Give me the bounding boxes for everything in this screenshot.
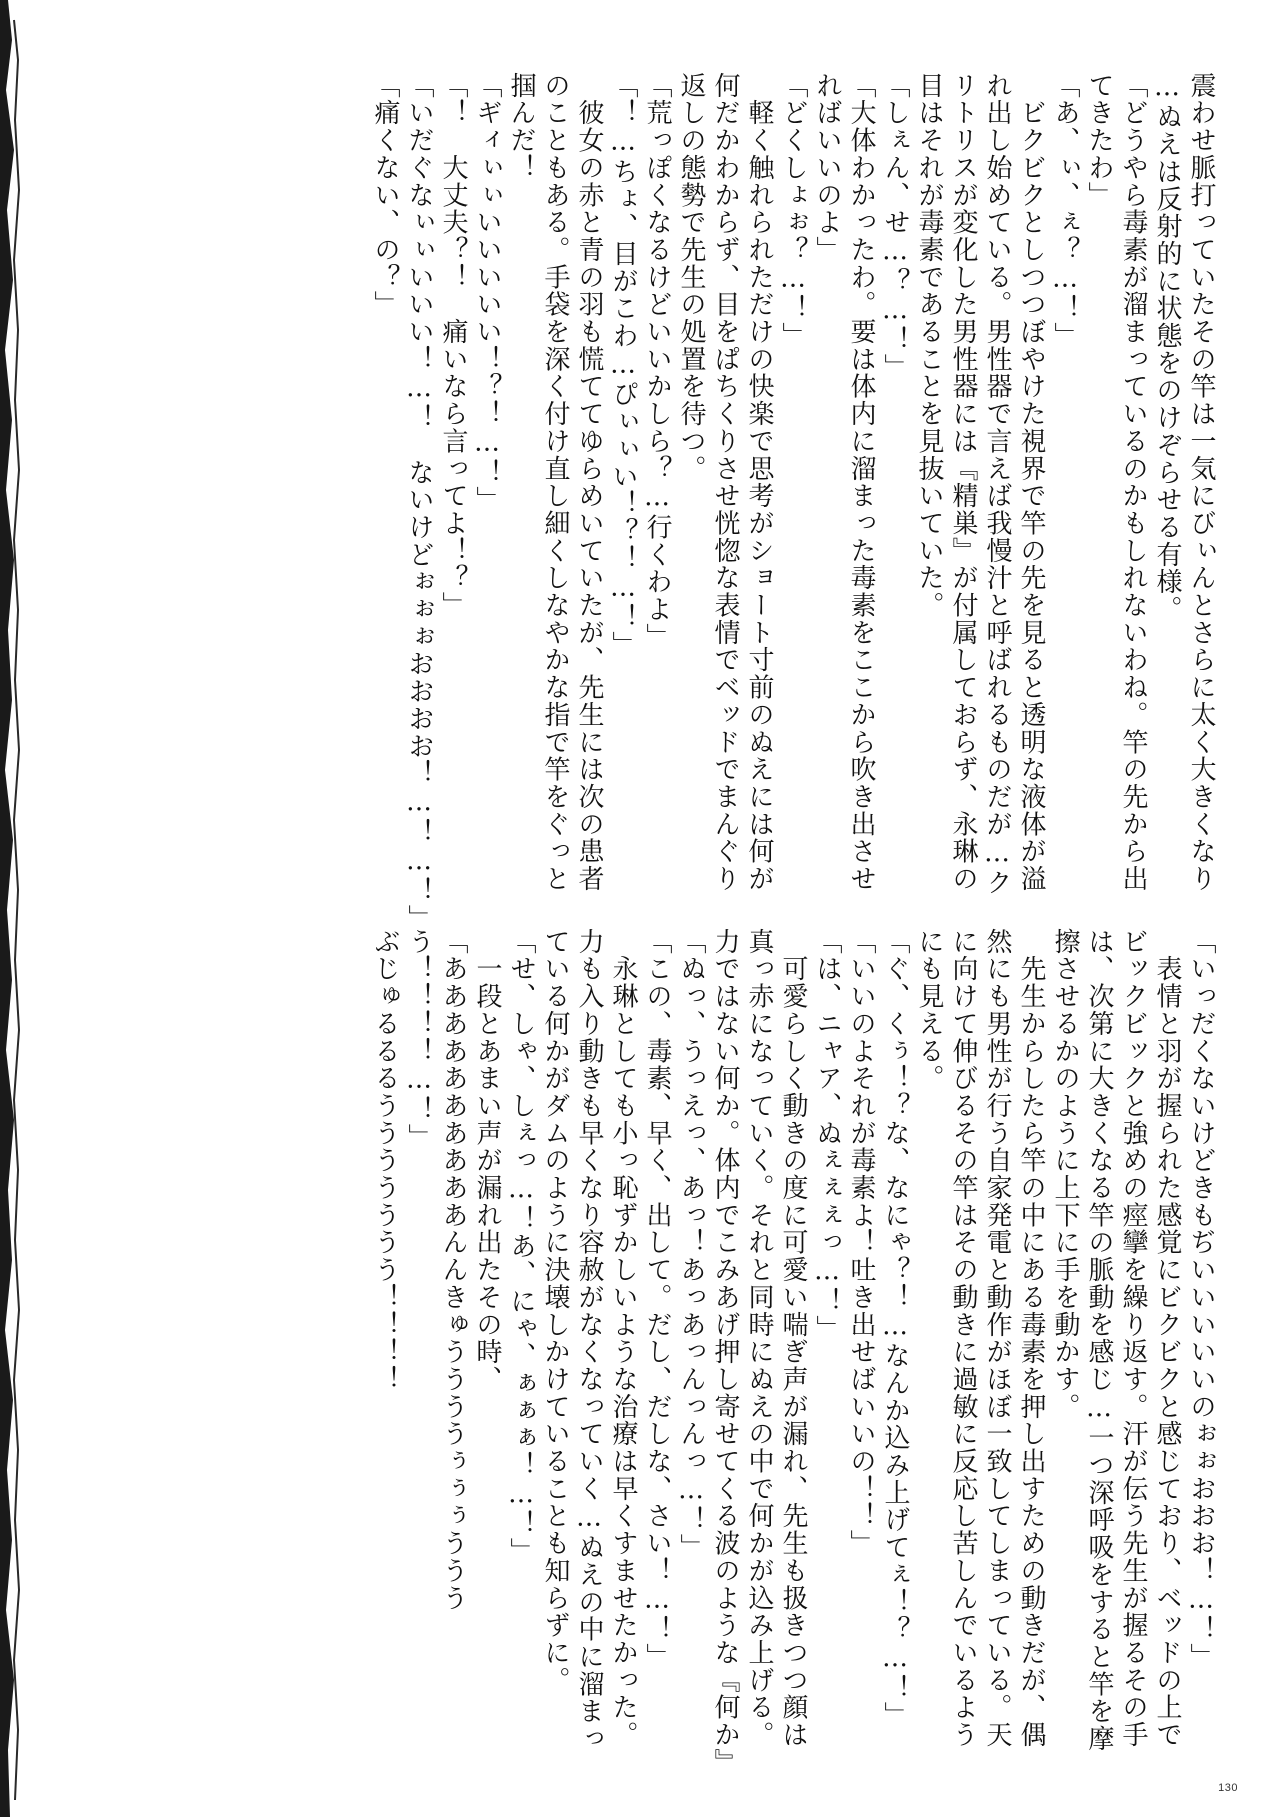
upper-text-line: 掴んだ！ <box>506 72 536 182</box>
lower-text-line: 「この、毒素、早く、出して。だし、だしな、さい！…！」 <box>642 928 672 1671</box>
upper-text-line: 返しの態勢で先生の処置を待つ。 <box>676 72 706 483</box>
lower-text-block <box>368 928 1218 1776</box>
lower-text-line: 先生からしたら竿の中にある毒素を押し出すための動きだが、偶 <box>1016 928 1046 1749</box>
lower-text-line: ぶじゅるるるううううううう！！！！ <box>370 928 400 1393</box>
upper-text-line: 「いだぐなぃぃいいい！…！ ないけどぉぉぉおおおお！…！…！」 <box>404 72 434 932</box>
lower-text-line: 擦させるかのように上下に手を動かす。 <box>1050 928 1080 1421</box>
upper-text-line: ビクビクとしつつぼやけた視界で竿の先を見ると透明な液体が溢 <box>1016 72 1046 893</box>
lower-text-line: 「せ、しゃ、しぇっ…！あ、にゃ、ぁぁぁ！…！」 <box>506 928 536 1566</box>
lower-text-line: 力も入り動きも早くなり容赦がなくなっていく…ぬえの中に溜まっ <box>574 928 604 1753</box>
upper-text-line: 「しぇん、せ…？…！」 <box>880 72 910 381</box>
page-number: 130 <box>1218 1782 1238 1794</box>
upper-text-line: 何だかわからず、目をぱちくりさせ恍惚な表情でベッドでまんぐり <box>710 72 740 893</box>
upper-text-line: …ぬえは反射的に状態をのけぞらせる有様。 <box>1152 72 1182 623</box>
upper-text-line: 彼女の赤と青の羽も慌ててゆらめいていたが、先生には次の患者 <box>574 72 604 893</box>
upper-text-line: 「！…ちょ、目がこわ…ぴぃぃい！？！…！」 <box>608 72 638 659</box>
upper-text-block <box>368 72 1218 932</box>
lower-text-line: 表情と羽が握られた感覚にビクビクと感じており、ベッドの上で <box>1152 928 1182 1749</box>
lower-text-line: は、次第に大きくなる竿の脈動を感じ…一つ深呼吸をすると竿を摩 <box>1084 928 1114 1753</box>
lower-text-line: 「ぬっ、うっえっ、あっ！あっあっんっんっ…！」 <box>676 928 706 1562</box>
lower-text-line: 永琳としても小っ恥ずかしいような治療は早くすませたかった。 <box>608 928 638 1749</box>
upper-text-line: リトリスが変化した男性器には『精巣』が付属しておらず、永琳の <box>948 72 978 893</box>
lower-text-line: ビックビックと強めの痙攣を繰り返す。汗が伝う先生が握るその手 <box>1118 928 1148 1749</box>
upper-text-line: ればいいのよ」 <box>812 72 842 264</box>
lower-text-line: 「いいのよそれが毒素よ！吐き出せばいいの！！」 <box>846 928 876 1558</box>
upper-text-line: 軽く触れられただけの快楽で思考がショート寸前のぬえには何が <box>744 72 774 893</box>
upper-text-line: のこともある。手袋を深く付け直し細くしなやかな指で竿をぐっと <box>540 72 570 893</box>
lower-text-line: 真っ赤になっていく。それと同時にぬえの中で何かが込み上げる。 <box>744 928 774 1749</box>
upper-text-line: 「荒っぽくなるけどいいかしら？…行くわよ」 <box>642 72 672 651</box>
lower-text-line: に向けて伸びるその竿はその動きに過敏に反応し苦しんでいるよう <box>948 928 978 1749</box>
binding-edge <box>0 0 26 1817</box>
upper-text-line: 「ギィぃぃいいいいい！？！…！」 <box>472 72 502 514</box>
upper-text-line: 「あ、ぃ、ぇ？…！」 <box>1050 72 1080 350</box>
upper-text-line: 目はそれが毒素であることを見抜いていた。 <box>914 72 944 619</box>
upper-text-line: れ出し始めている。男性器で言えば我慢汁と呼ばれるものだが…ク <box>982 72 1012 897</box>
upper-text-line: 「！ 大丈夫？！ 痛いなら言ってよ！？」 <box>438 72 468 619</box>
lower-text-line: ている何かがダムのように決壊しかけていることも知らずに。 <box>540 928 570 1694</box>
upper-text-line: 「どうやら毒素が溜まっているのかもしれないわね。竿の先から出 <box>1118 72 1148 893</box>
lower-text-line: 然にも男性が行う自家発電と動作がほぼ一致してしまっている。天 <box>982 928 1012 1749</box>
lower-text-line: 可愛らしく動きの度に可愛い喘ぎ声が漏れ、先生も扱きつつ顔は <box>778 928 808 1749</box>
lower-text-line: 「は、ニャア、ぬぇぇぇっ…！」 <box>812 928 842 1343</box>
upper-text-line: 震わせ脈打っていたその竿は一気にびぃんとさらに太く大きくなり <box>1186 72 1216 893</box>
upper-text-line: 「どくしょぉ？…！」 <box>778 72 808 350</box>
upper-text-line: 「痛くない、の？」 <box>370 72 400 319</box>
upper-text-line: 「大体わかったわ。要は体内に溜まった毒素をここから吹き出させ <box>846 72 876 893</box>
lower-text-line: 力ではない何か。体内でこみあげ押し寄せてくる波のような『何か』 <box>710 928 740 1776</box>
upper-text-line: てきたわ」 <box>1084 72 1114 209</box>
lower-text-line: 一段とあまい声が漏れ出たその時、 <box>472 928 502 1393</box>
lower-text-line: 「ぐ、くぅ！？な、なにゃ？！…なんか込み上げてぇ！？…！」 <box>880 928 910 1730</box>
lower-text-line: にも見える。 <box>914 928 944 1093</box>
lower-text-line: う！！！！…！」 <box>404 928 434 1151</box>
lower-text-line: 「ああああああああああんんきゅううううぅぅぅううう <box>438 928 468 1612</box>
lower-text-line: 「いっだくないけどきもぢいいいいいのぉぉおおお！…！」 <box>1186 928 1216 1671</box>
